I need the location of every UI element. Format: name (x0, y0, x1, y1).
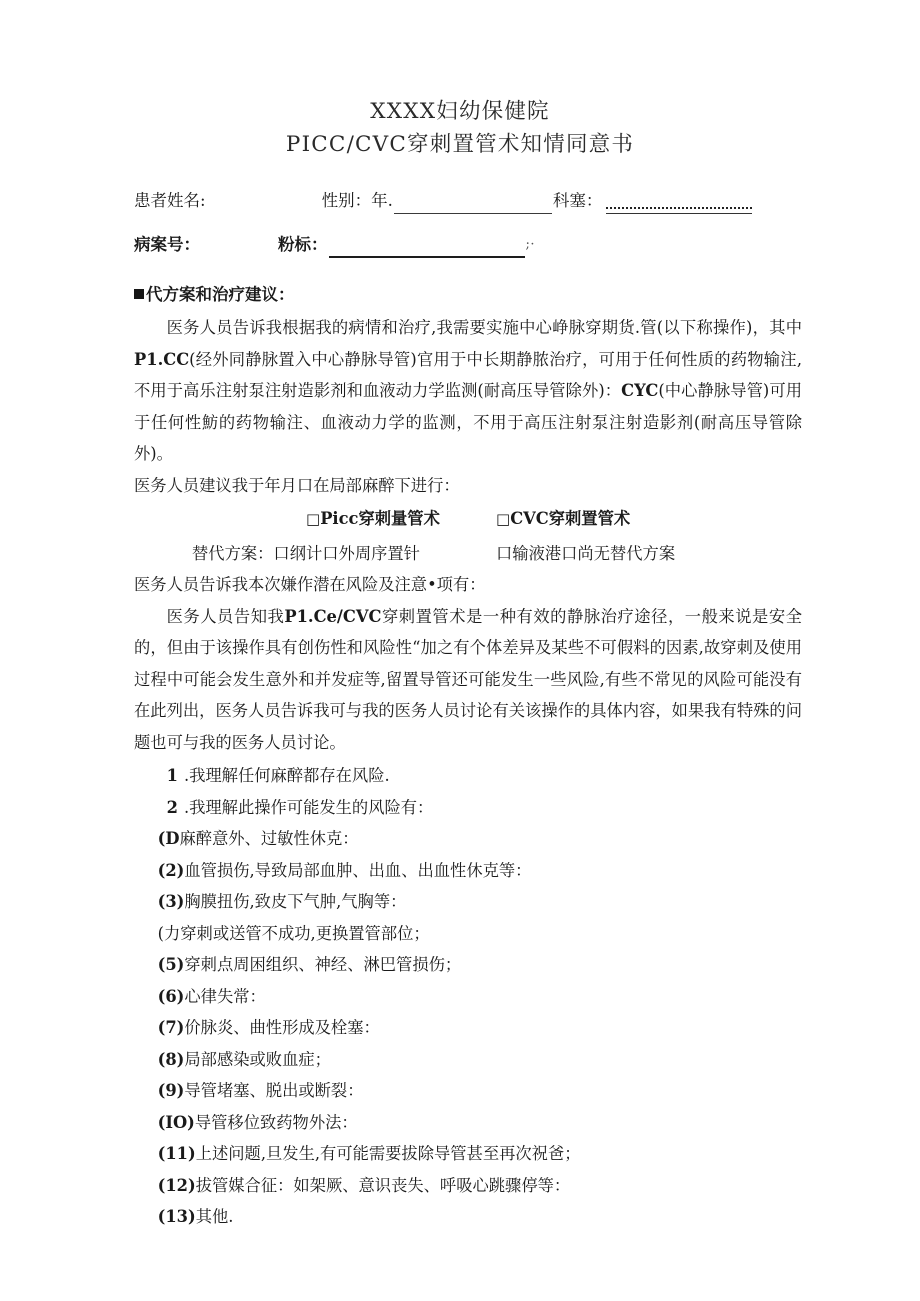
patient-meta-row-1 (134, 188, 802, 214)
risk-text-b: 穿刺置管术是一种有效的静脉治疗途径，一般来说是安全的，但由于该操作具有创伤性和风险性“加之有个体差异及某些不可假料的因素,故穿刺及使用过程中可能会发生意外和并发症等,留置导管还可能发生一些风险,有些不常见的风险可能没有在此列出，医务人员告诉我可与我的医务人员讨论有关该操作的具体内容，如果我有特殊的问题也可与我的医务人员讨论。 (134, 606, 802, 752)
picc-term: P1.CC (134, 349, 190, 369)
item-index: (IO) (157, 1112, 195, 1132)
procedure-option-row (134, 503, 802, 536)
document-title-block (0, 96, 920, 162)
sticker-input[interactable] (329, 241, 525, 258)
section-heading-label: 代方案和治疗建议： (146, 285, 295, 304)
sticker-label: 粉标： (278, 235, 328, 254)
item-text: 血管损伤,导致局部血肿、出血、出血性休克等： (184, 860, 532, 880)
item-text: 穿刺点周困组织、神经、淋巴管损伤； (184, 955, 462, 974)
option-cvc-label: CVC穿刺置管术 (510, 509, 631, 528)
list-item (134, 760, 802, 792)
item-index: (D (157, 829, 180, 848)
item-text: 局部感染或败血症； (184, 1049, 331, 1069)
item-index: (2) (157, 860, 185, 880)
item-text: 心律失常： (184, 986, 266, 1006)
alternative-left-options[interactable]: 口纲计口外周序置针 (273, 543, 420, 563)
record-number-label: 病案号： (134, 235, 200, 254)
list-item (134, 1107, 802, 1139)
square-bullet-icon (134, 289, 144, 299)
item-index: (12) (157, 1175, 196, 1195)
checkbox-icon[interactable]: □ (496, 510, 511, 528)
understanding-list (134, 760, 802, 823)
item-text: 胸膜扭伤,致皮下气肿,气胸等： (184, 892, 407, 911)
picc-cvc-term: P1.Ce/CVC (284, 606, 382, 626)
item-text: 价脉炎、曲性形成及栓塞： (184, 1018, 380, 1037)
item-text: 麻醉意外、过敏性休克： (179, 829, 359, 848)
paragraph-risk-statement (134, 601, 802, 759)
list-item (134, 949, 802, 981)
option-picc[interactable] (306, 503, 496, 536)
item-index: (6) (157, 986, 185, 1006)
item-index: (11) (157, 1144, 196, 1163)
item-text: 拔管媒合征：如架厥、意识丧失、呼吸心跳骤停等： (195, 1175, 571, 1195)
department-label: 科塞： (552, 191, 603, 210)
alternative-left-group[interactable] (192, 538, 496, 570)
sex-age-input[interactable] (394, 198, 552, 214)
list-item (134, 1044, 802, 1076)
list-item (134, 918, 802, 950)
alternative-right-options[interactable]: 口输液港口尚无替代方案 (496, 543, 676, 563)
section-heading (134, 280, 802, 310)
item-text: 导管移位致药物外法： (194, 1112, 358, 1132)
list-item (134, 855, 802, 887)
document-body (0, 280, 920, 1233)
item-text: 上述问题,旦发生,有可能需要拔除导管甚至再次祝爸； (195, 1144, 581, 1163)
list-item (134, 1138, 802, 1170)
list-item (134, 981, 802, 1013)
item-text: 其他. (195, 1207, 234, 1226)
paragraph-text: 医务人员告诉我根据我的病情和治疗,我需要实施中心峥脉穿期货.管(以下称操作)，其中 (166, 318, 802, 337)
list-item (134, 1075, 802, 1107)
sex-age-label: 性别：年. (321, 191, 393, 210)
list-item (134, 1170, 802, 1202)
item-text: 导管堵塞、脱出或断裂： (184, 1081, 364, 1100)
patient-meta (0, 188, 920, 258)
sticker-tail-mark: ;· (525, 237, 536, 252)
item-index: (3) (157, 892, 185, 911)
option-picc-label: Picc穿刺量管术 (320, 509, 440, 528)
item-index: (8) (157, 1049, 185, 1069)
cvc-term: CYC (621, 381, 659, 400)
patient-name-label: 患者姓名: (134, 191, 206, 210)
item-text: .我理解任何麻醉都存在风险. (183, 766, 390, 785)
item-text: 穿刺或送管不成功,更换置管部位； (180, 923, 430, 943)
paragraph-risk-intro: 医务人员告诉我本次嫌作潜在风险及注意•项有： (134, 575, 486, 594)
paragraph-text-cont: (经外同静脉置入中心静脉导管)官用于中长期静脓治疗，可用于任何性质的药物输注,不用于高乐注射泵注射造影剂和血液动力学监测(耐高压导管除外)： (134, 349, 802, 400)
item-text: .我理解此操作可能发生的风险有： (183, 797, 434, 817)
risk-text-a: 医务人员告知我 (166, 606, 285, 626)
page-title: PICC/CVC穿刺置管术知情同意书 (285, 132, 635, 157)
option-cvc[interactable] (496, 503, 630, 536)
list-item (134, 1012, 802, 1044)
item-index: (5) (157, 955, 185, 974)
item-index: (13) (157, 1207, 196, 1226)
item-index: (力 (157, 923, 181, 943)
checkbox-icon[interactable]: □ (306, 510, 321, 528)
hospital-name: XXXX妇幼保健院 (370, 99, 550, 124)
paragraph-text-cont2: (中心静脉导管)可用于任何性魴的药物输注、血液动力学的监测，不用于高压注射泵注射造影剂(耐高压导管除外)。 (134, 381, 802, 463)
item-index: (9) (157, 1081, 185, 1100)
list-item (134, 792, 802, 824)
paragraph-anesthesia-plan: 医务人员建议我于年月口在局部麻醉下进行： (134, 475, 460, 495)
department-input[interactable] (606, 198, 752, 214)
list-item (134, 886, 802, 918)
risk-list (134, 823, 802, 1233)
item-index: (7) (157, 1018, 185, 1037)
item-index: 1 (166, 766, 178, 785)
item-index: 2 (166, 797, 178, 817)
alternative-label: 替代方案： (192, 543, 274, 563)
patient-meta-row-2 (134, 232, 802, 258)
paragraph-treatment-description (134, 312, 802, 470)
alternative-option-row (134, 538, 802, 570)
list-item (134, 1201, 802, 1233)
list-item (134, 823, 802, 855)
